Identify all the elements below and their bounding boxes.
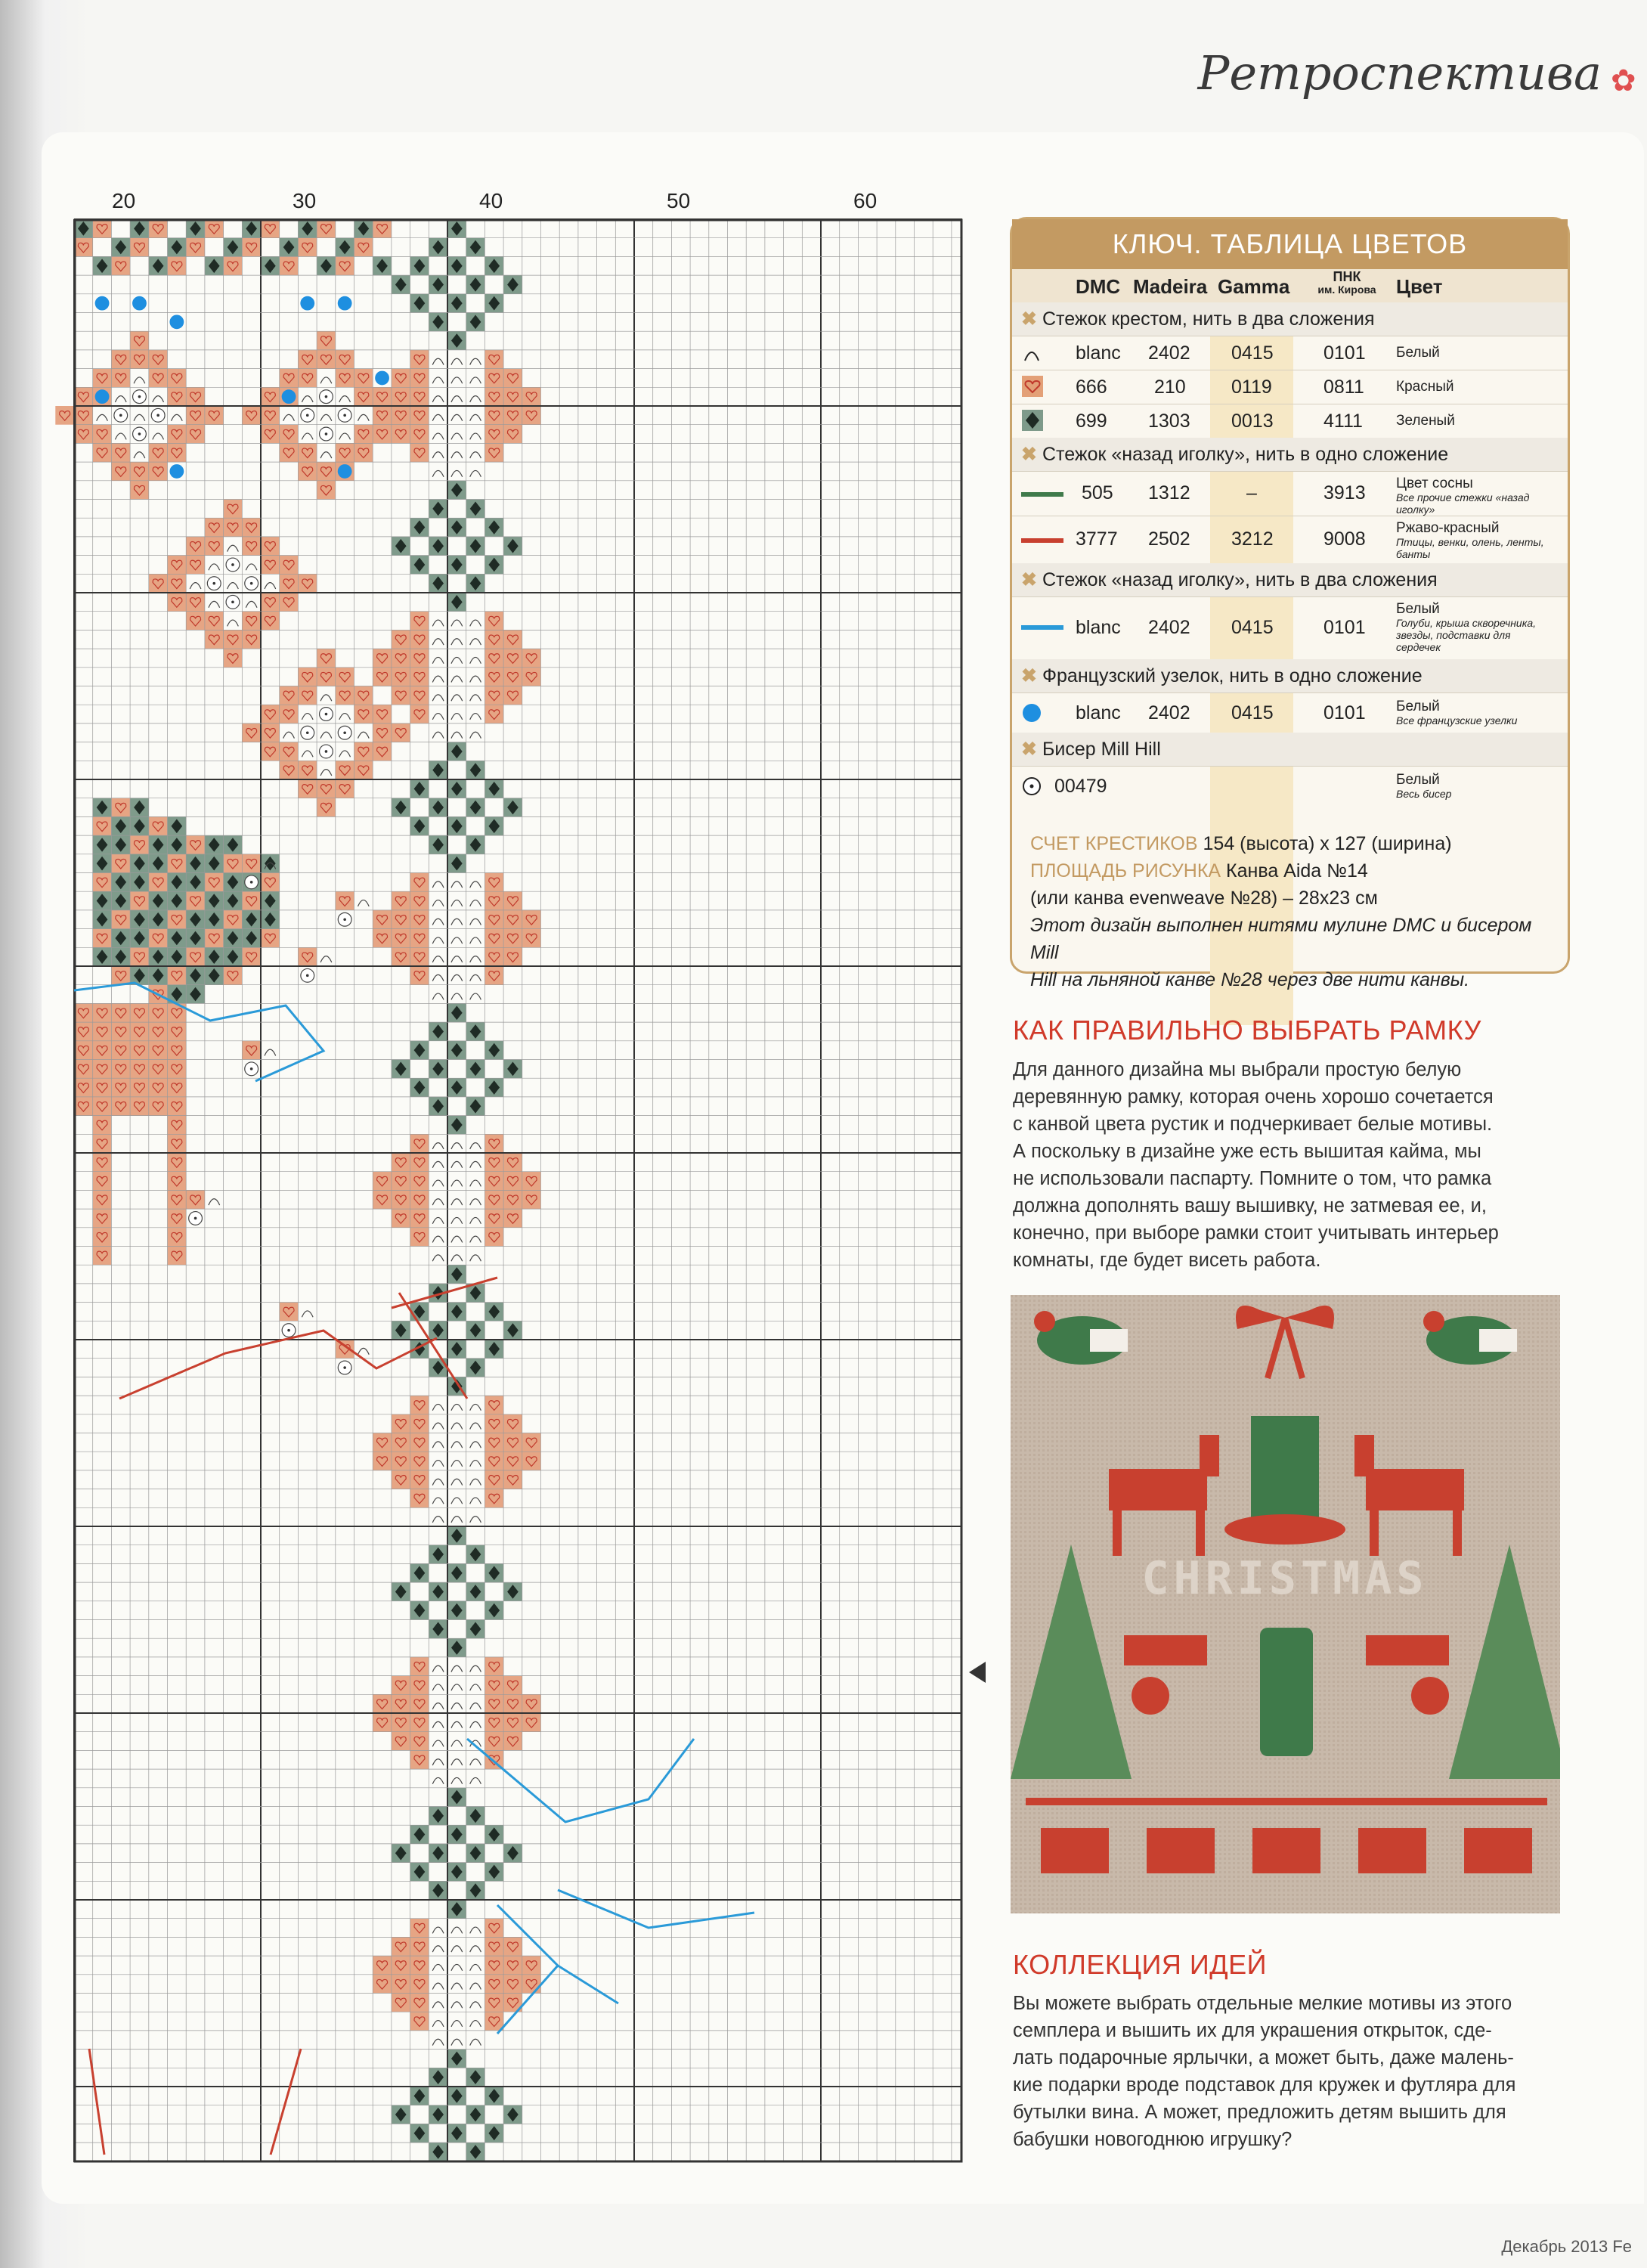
key-section: ✖ Стежок «назад иголку», нить в одно сложение <box>1012 438 1568 471</box>
key-section: ✖ Стежок крестом, нить в два сложения <box>1012 302 1568 336</box>
key-row: 00479 Белый Весь бисер <box>1012 766 1568 806</box>
key-row: blanc 2402 0415 0101 Белый <box>1012 336 1568 370</box>
key-row: 3777 2502 3212 9008 Ржаво-красный Птицы, венки, олень, ленты, банты <box>1012 516 1568 563</box>
key-footnote: СЧЕТ КРЕСТИКОВ 154 (высота) x 127 (ширина) ПЛОЩАДЬ РИСУНКА Канва Aida №14 (или канва evenweave №28) – 28x23 см Этот дизайн выполнен нитями мулине DMC и бисером Mill Hill на льняной канве №28 через две нити канвы. <box>1030 833 1532 990</box>
cross-stitch-chart <box>74 219 962 2162</box>
ideas-paragraph: Вы можете выбрать отдельные мелкие мотивы из этого семплера и вышить их для украшения открыток, сде- лать подарочные ярлычки, а может быть, даже малень- кие подарки вроде подставок для кружек и футляра для бутылки вина. А может, предложить детям вышить для бабушки новогоднюю игрушку? <box>1013 1993 1516 2150</box>
embroidery-illustration <box>1011 1295 1560 1913</box>
green-line-symbol-icon <box>1021 491 1063 497</box>
chart-grid <box>74 219 962 2162</box>
bead-symbol-icon <box>1021 776 1042 797</box>
key-section: ✖ Бисер Mill Hill <box>1012 733 1568 766</box>
key-row: 505 1312 – 3913 Цвет сосны Все прочие стежки «назад иголку» <box>1012 471 1568 516</box>
arc-symbol-icon <box>1021 342 1042 364</box>
key-header-row <box>1012 269 1568 302</box>
blue-line-symbol-icon <box>1021 624 1063 631</box>
key-section: ✖ Французский узелок, нить в одно сложение <box>1012 659 1568 692</box>
frame-paragraph: Для данного дизайна мы выбрали простую белую деревянную рамку, которая очень хорошо сочетается с канвой цвета рустик и подчеркивает белые мотивы. А поскольку в дизайне уже есть вышитая кайма, мы не использовали паспарту. Помните о том, что рамка должна дополнять вашу вышивку, не затмевая ее, и, конечно, при выборе рамки стоит учитывать интерьер комнаты, где будет висеть работа. <box>1013 1059 1499 1271</box>
column-number: 20 <box>112 189 136 212</box>
header-dmc: DMC <box>1076 275 1121 298</box>
key-section: ✖ Стежок «назад иголку», нить в два сложения <box>1012 563 1568 596</box>
header-madeira: Madeira <box>1133 275 1208 298</box>
heart-symbol-icon <box>1021 375 1044 398</box>
column-number: 60 <box>853 189 878 212</box>
header-gamma: Gamma <box>1218 275 1290 298</box>
embroidery-photo <box>1011 1295 1560 1913</box>
section-title: Ретроспектива <box>1197 45 1602 101</box>
header-color: Цвет <box>1396 275 1443 298</box>
key-title: КЛЮЧ. ТАБЛИЦА ЦВЕТОВ <box>1012 219 1568 269</box>
flower-icon: ✿ <box>1611 64 1636 98</box>
color-key-table <box>1010 217 1570 990</box>
key-row: 666 210 0119 0811 Красный <box>1012 370 1568 404</box>
issue-footer: Декабрь 2013 Fe <box>1501 2237 1632 2256</box>
header-pnk: ПНК им. Кирова <box>1317 269 1376 296</box>
embroidered-word: CHRISTMAS <box>1141 1552 1429 1605</box>
key-row: 699 1303 0013 4111 Зеленый <box>1012 404 1568 438</box>
ideas-heading: КОЛЛЕКЦИЯ ИДЕЙ <box>1013 1949 1268 1980</box>
column-number: 40 <box>479 189 503 212</box>
red-line-symbol-icon <box>1021 538 1063 544</box>
center-marker-icon <box>969 1662 986 1683</box>
key-row: blanc 2402 0415 0101 Белый Все французские узелки <box>1012 692 1568 733</box>
frame-heading: КАК ПРАВИЛЬНО ВЫБРАТЬ РАМКУ <box>1013 1015 1481 1046</box>
column-number: 30 <box>293 189 317 212</box>
column-number: 50 <box>667 189 691 212</box>
key-row: blanc 2402 0415 0101 Белый Голуби, крыша скворечника, звезды, подставки для сердечек <box>1012 596 1568 659</box>
blue-dot-symbol-icon <box>1021 702 1042 723</box>
diamond-symbol-icon <box>1021 409 1044 432</box>
